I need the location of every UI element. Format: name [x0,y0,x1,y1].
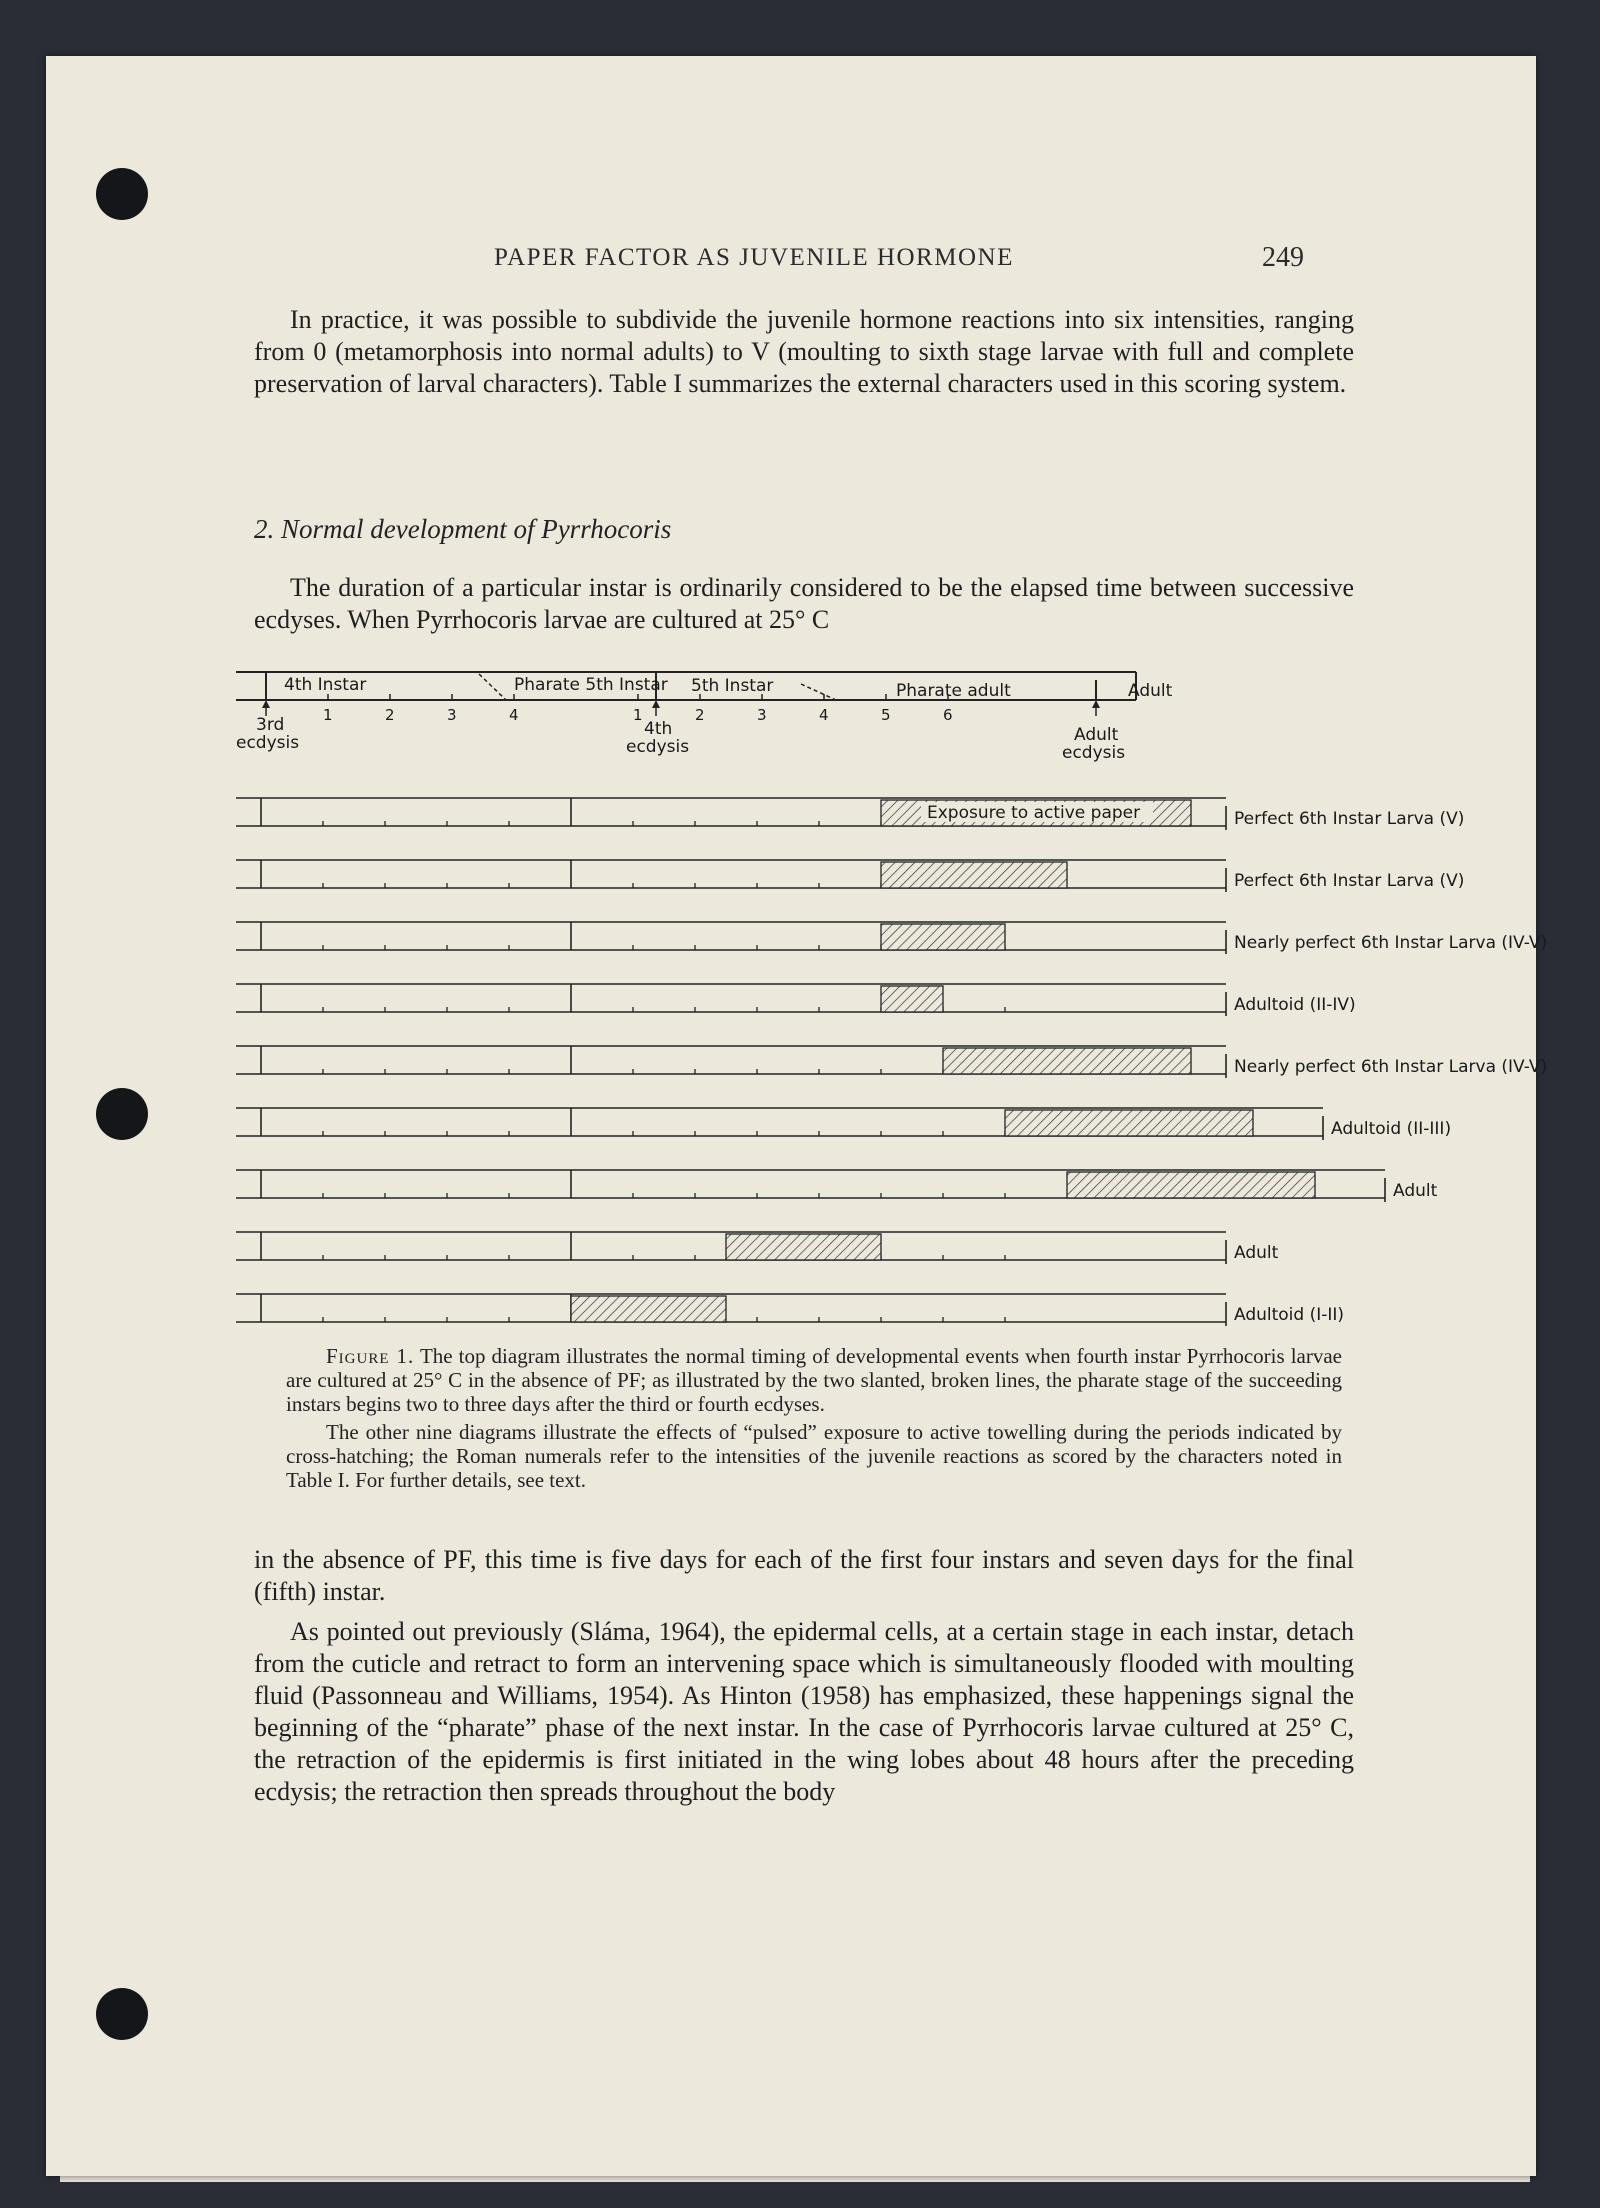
row-result-label: Adultoid (II-IV) [1234,995,1356,1015]
top-tick-label-b-4: 4 [819,706,829,724]
paragraph-epidermal-cells: As pointed out previously (Sláma, 1964), the epidermal cells, at a certain stage in each instar, detach from the cuticle and retract to form an intervening space which is simultaneously flooded with moulting fluid (Passonneau and Williams, 1954). As Hinton (1958) has emphasized, these happenings signal the beginning of the “pharate” phase of the next instar. In the case of Pyrrhocoris larvae cultured at 25° C, the retraction of the epidermis is first initiated in the wing lobes about 48 hours after the preceding ecdysis; the retraction then spreads throughout the body [254,1617,1354,1806]
row-result-label: Adultoid (I-II) [1234,1305,1345,1325]
top-tick-label-a-3: 3 [447,706,457,724]
top-tick-label-b-2: 2 [695,706,705,724]
binder-hole-bottom [96,1988,148,2040]
figure-1-diagram [196,660,1548,1340]
top-tick-label-a-2: 2 [385,706,395,724]
label-3rd-ecdysis-word: ecdysis [236,733,300,753]
exposure-row-3 [236,922,1547,954]
row-result-label: Adult [1393,1181,1438,1201]
label-adult-ecdysis-word: ecdysis [1062,743,1126,763]
label-5th-instar: 5th Instar [691,676,774,696]
caption-paragraph-2: The other nine diagrams illustrate the effects of “pulsed” exposure to active towelling during the periods indicated by cross-hatching; the Roman numerals refer to the intensities of the juvenile reactions as scored by the characters noted in Table I. For further details, see text. [286,1420,1342,1492]
label-pharate-5th-instar: Pharate 5th Instar [514,675,668,695]
top-tick-label-b-5: 5 [881,706,891,724]
paragraph-duration: The duration of a particular instar is ordinarily considered to be the elapsed time between successive ecdyses. When Pyrrhocoris larvae are cultured at 25° C [254,573,1354,634]
row-result-label: Perfect 6th Instar Larva (V) [1234,809,1465,829]
exposure-row-5 [236,1046,1547,1078]
caption-label: Figure 1. [326,1344,415,1368]
row-exposure-hatch [1005,1110,1253,1136]
timeline-diagram-svg [196,660,1548,1340]
exposure-label: Exposure to active paper [927,803,1141,823]
running-head: PAPER FACTOR AS JUVENILE HORMONE [494,244,1014,271]
label-3rd-ecdysis-num: 3rd [256,715,285,735]
caption-paragraph-1: The top diagram illustrates the normal timing of developmental events when fourth instar Pyrrhocoris larvae are cultured at 25° C in the absence of PF; as illustrated by the two slanted, broken lines, the pharate stage of the succeeding instars begins two to three days after the third or fourth ecdyses. [286,1344,1343,1416]
row-result-label: Adult [1234,1243,1279,1263]
paragraph-intensities: In practice, it was possible to subdivide the juvenile hormone reactions into six intensities, ranging from 0 (metamorphosis into normal adults) to V (moulting to sixth stage larvae with full and complete preservation of larval characters). Table I summarizes the external characters used in this scoring system. [254,305,1354,398]
row-result-label: Perfect 6th Instar Larva (V) [1234,871,1465,891]
exposure-row-8 [236,1232,1279,1264]
binder-hole-top [96,168,148,220]
exposure-row-1 [236,798,1464,830]
top-tick-label-a-4: 4 [509,706,519,724]
row-exposure-hatch [881,924,1005,950]
label-adult-ecdysis-num: Adult [1074,725,1119,745]
top-tick-label-b-1: 1 [633,706,643,724]
page-number: 249 [1262,242,1304,273]
exposure-row-6 [236,1108,1451,1140]
section-heading: 2. Normal development of Pyrrhocoris [254,514,672,544]
label-4th-instar: 4th Instar [284,675,367,695]
row-exposure-hatch [571,1296,726,1322]
top-tick-label-b-3: 3 [757,706,767,724]
exposure-row-9 [236,1294,1344,1326]
row-result-label: Nearly perfect 6th Instar Larva (IV-V) [1234,1057,1548,1077]
row-exposure-hatch [943,1048,1191,1074]
exposure-rows [236,798,1547,1326]
top-tick-label-b-6: 6 [943,706,953,724]
figure-caption [286,1344,1342,1496]
binder-hole-middle [96,1088,148,1140]
row-exposure-hatch [1067,1172,1315,1198]
row-exposure-hatch [881,862,1067,888]
exposure-row-4 [236,984,1356,1016]
label-adult: Adult [1128,681,1173,701]
top-tick-label-a-1: 1 [323,706,333,724]
label-4th-ecdysis-num: 4th [644,719,673,739]
exposure-row-2 [236,860,1464,892]
exposure-row-7 [236,1170,1438,1202]
row-exposure-hatch [726,1234,881,1260]
label-4th-ecdysis-word: ecdysis [626,737,690,757]
paragraph-absence-pf: in the absence of PF, this time is five days for each of the first four instars and seven days for the final (fifth) instar. [254,1545,1354,1606]
book-page [46,56,1548,2176]
row-result-label: Adultoid (II-III) [1331,1119,1452,1139]
page-header [46,244,1536,284]
normal-timing-diagram [236,672,1173,763]
row-exposure-hatch [881,986,943,1012]
label-pharate-adult: Pharate adult [896,681,1011,701]
row-result-label: Nearly perfect 6th Instar Larva (IV-V) [1234,933,1548,953]
